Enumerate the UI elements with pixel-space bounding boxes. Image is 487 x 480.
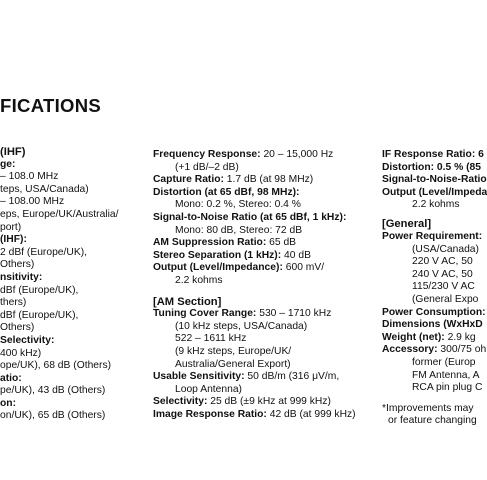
stereo-separation-row: [153, 250, 356, 263]
spec-value: 522 – 1611 kHz: [175, 333, 247, 345]
col1-line: ope/UK), 68 dB (Others): [0, 360, 112, 372]
spec-label: Dimensions (WxHxD: [382, 319, 483, 331]
spec-label: Image Response Ratio:: [153, 408, 267, 420]
spec-label: Frequency Response:: [153, 149, 261, 160]
spec-value: Mono: 0.2 %, Stereo: 0.4 %: [175, 199, 301, 211]
spec-label: Output (Level/Impeda: [382, 186, 487, 198]
image-response-row: [153, 409, 356, 422]
spec-value: RCA pin plug C: [412, 382, 483, 394]
footnote-line: *Improvements may: [382, 402, 474, 414]
spec-value: 115/230 V AC: [412, 281, 475, 293]
col1-line: Selectivity:: [0, 334, 55, 346]
spec-label: Power Consumption:: [382, 306, 486, 318]
col1-line: Others): [0, 259, 35, 271]
capture-ratio-row: [153, 174, 356, 187]
weight-row: [382, 332, 487, 345]
spec-value: (General Expo: [412, 294, 479, 306]
am-suppression-row: [153, 237, 356, 250]
spec-value: 600 mV/: [282, 262, 325, 274]
col1-line: atio:: [0, 372, 22, 384]
selectivity-row: [153, 396, 356, 409]
col1-line: – 108.0 MHz: [0, 171, 59, 183]
am-section-heading: [AM Section]: [153, 295, 222, 308]
col1-line: on:: [0, 397, 17, 409]
spec-label: Output (Level/Impedance):: [153, 262, 283, 274]
usable-sensitivity-row: [153, 371, 356, 384]
col1-line: pe/UK), 43 dB (Others): [0, 385, 106, 397]
spec-label: Power Requirement:: [382, 231, 483, 243]
tuning-range-row: [153, 308, 356, 321]
spec-value: former (Europ: [412, 357, 476, 368]
page-title: FICATIONS: [0, 95, 102, 116]
spec-value: 40 dB: [281, 249, 311, 261]
col1-line: dBf (Europe/UK),: [0, 309, 79, 321]
spec-label: AM Suppression Ratio:: [153, 237, 267, 249]
spec-value: 65 dB: [266, 237, 297, 249]
spec-label: Distortion (at 65 dBf, 98 MHz):: [153, 186, 300, 198]
spec-label: IF Response Ratio: 6: [382, 149, 484, 160]
frequency-response-row: [153, 149, 356, 162]
spec-value: 2.9 kg: [444, 331, 476, 343]
spec-value: FM Antenna, A: [412, 369, 480, 381]
accessory-row: [382, 344, 487, 357]
spec-value: (+1 dB/–2 dB): [175, 161, 239, 173]
spec-value: Loop Antenna): [175, 383, 242, 395]
col1-line: nsitivity:: [0, 271, 43, 283]
spec-value: 2.2 kohms: [175, 274, 223, 286]
spec-value: 20 – 15,000 Hz: [260, 149, 334, 160]
spec-value: (10 kHz steps, USA/Canada): [175, 320, 308, 332]
general-spec-column-partial: [382, 149, 487, 428]
footnote-line: or feature changing: [388, 415, 477, 427]
col1-line: (IHF): [0, 146, 26, 158]
spec-value: 25 dB (±9 kHz at 999 kHz): [207, 396, 331, 408]
col1-line: eps, Europe/UK/Australia/: [0, 208, 119, 220]
col1-line: teps, USA/Canada): [0, 183, 89, 195]
col1-line: dBf (Europe/UK),: [0, 284, 79, 296]
col1-line: thers): [0, 297, 27, 309]
spec-value: 300/75 oh: [437, 344, 487, 356]
spec-value: 220 V AC, 50: [412, 256, 473, 268]
col1-line: 2 dBf (Europe/UK),: [0, 246, 87, 258]
spec-label: Signal-to-Noise Ratio (at 65 dBf, 1 kHz):: [153, 211, 347, 223]
spec-label: Tuning Cover Range:: [153, 308, 257, 320]
spec-label: Weight (net):: [382, 331, 445, 343]
spec-value: 42 dB (at 999 kHz): [266, 408, 356, 420]
spec-value: 50 dB/m (316 μV/m,: [244, 371, 340, 383]
spec-value: Mono: 80 dB, Stereo: 72 dB: [175, 224, 303, 236]
fm-am-spec-column: [153, 149, 356, 421]
col1-line: – 108.00 MHz: [0, 196, 65, 208]
spec-label: Distortion: 0.5 % (85: [382, 161, 481, 173]
col1-line: on/UK), 65 dB (Others): [0, 410, 106, 422]
general-section-heading: [General]: [382, 218, 432, 231]
output-row: [153, 262, 356, 275]
spec-label: Signal-to-Noise-Ratio: [382, 174, 487, 186]
spec-value: 240 V AC, 50: [412, 268, 473, 280]
col1-line: 400 kHz): [0, 347, 42, 359]
spec-label: Stereo Separation (1 kHz):: [153, 249, 282, 261]
spec-value: 1.7 dB (at 98 MHz): [223, 174, 314, 186]
col1-line: Others): [0, 322, 35, 334]
col1-line: (IHF):: [0, 234, 27, 246]
spec-value: (USA/Canada): [412, 243, 479, 255]
spec-label: Capture Ratio:: [153, 174, 224, 186]
spec-label: Usable Sensitivity:: [153, 371, 245, 383]
col1-line: ge:: [0, 158, 16, 170]
spec-value: (9 kHz steps, Europe/UK/: [175, 345, 292, 357]
spec-value: 530 – 1710 kHz: [256, 308, 332, 320]
col1-line: port): [0, 221, 22, 233]
spec-label: Accessory:: [382, 344, 438, 356]
spec-value: 2.2 kohms: [412, 199, 460, 211]
spec-value: Australia/General Export): [175, 358, 291, 370]
spec-label: Selectivity:: [153, 396, 208, 408]
fm-spec-column-partial: [0, 146, 118, 423]
